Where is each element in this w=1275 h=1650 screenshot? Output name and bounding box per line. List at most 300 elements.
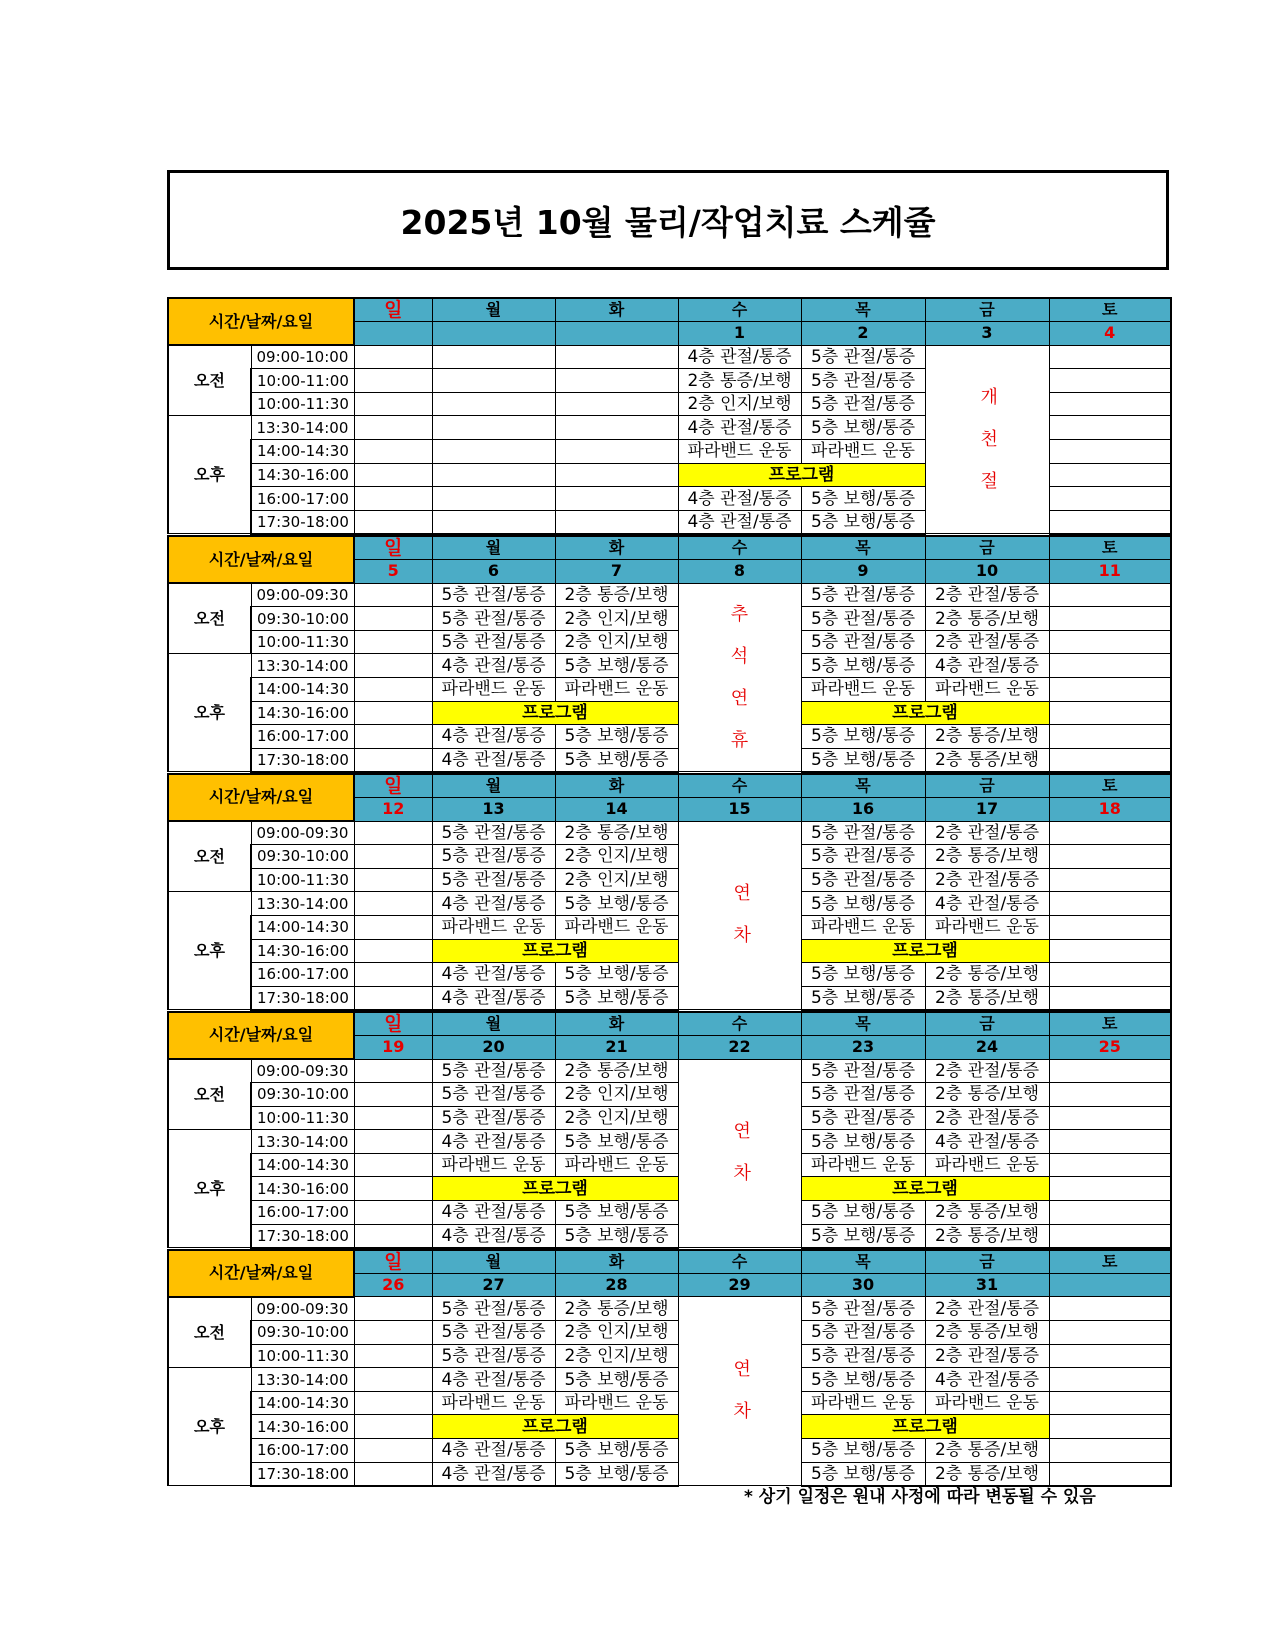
- cell-sun: [354, 1177, 432, 1201]
- cell-mon: 5층 관절/통증: [432, 607, 555, 631]
- header-label: 시간/날짜/요일: [168, 298, 354, 345]
- cell-sun: [354, 510, 432, 534]
- cell-thu: 파라밴드 운동: [801, 678, 925, 702]
- cell-sun: [354, 416, 432, 440]
- cell-thu: 5층 관절/통증: [801, 369, 925, 393]
- cell-fri: 2층 관절/통증: [925, 1059, 1049, 1083]
- cell-thu: 파라밴드 운동: [801, 915, 925, 939]
- cell-mon: [432, 463, 555, 487]
- holiday-cell: 연 차: [678, 1059, 801, 1248]
- time-slot: 14:30-16:00: [251, 1415, 354, 1439]
- program-cell: 프로그램: [432, 1177, 678, 1201]
- cell-thu: 5층 보행/통증: [801, 1462, 925, 1486]
- cell-sat: [1049, 630, 1171, 654]
- cell-sun: [354, 1297, 432, 1321]
- cell-fri: 2층 관절/통증: [925, 1297, 1049, 1321]
- time-slot: 17:30-18:00: [251, 748, 354, 772]
- date-sun: [354, 322, 432, 346]
- cell-mon: 파라밴드 운동: [432, 915, 555, 939]
- time-slot: 09:30-10:00: [251, 607, 354, 631]
- time-slot: 14:00-14:30: [251, 678, 354, 702]
- day-tue: 화: [555, 1250, 678, 1274]
- time-slot: 14:30-16:00: [251, 463, 354, 487]
- cell-mon: 5층 관절/통증: [432, 1059, 555, 1083]
- time-slot: 10:00-11:00: [251, 369, 354, 393]
- day-thu: 목: [801, 298, 925, 322]
- date-tue: 21: [555, 1035, 678, 1059]
- time-slot: 13:30-14:00: [251, 892, 354, 916]
- cell-tue: [555, 369, 678, 393]
- cell-tue: 2층 인지/보행: [555, 1106, 678, 1130]
- day-wed: 수: [678, 774, 801, 798]
- holiday-cell: 개 천 절: [925, 345, 1049, 534]
- cell-thu: 5층 관절/통증: [801, 1083, 925, 1107]
- cell-mon: 4층 관절/통증: [432, 1368, 555, 1392]
- cell-mon: 5층 관절/통증: [432, 868, 555, 892]
- day-tue: 화: [555, 536, 678, 560]
- cell-tue: 2층 인지/보행: [555, 630, 678, 654]
- cell-sun: [354, 607, 432, 631]
- cell-fri: 2층 관절/통증: [925, 821, 1049, 845]
- cell-sat: [1049, 1059, 1171, 1083]
- time-slot: 13:30-14:00: [251, 416, 354, 440]
- cell-thu: 5층 보행/통증: [801, 963, 925, 987]
- cell-mon: 4층 관절/통증: [432, 986, 555, 1010]
- date-wed: 29: [678, 1273, 801, 1297]
- cell-sat: [1049, 1344, 1171, 1368]
- cell-sat: [1049, 369, 1171, 393]
- cell-wed: 4층 관절/통증: [678, 487, 801, 511]
- cell-mon: 파라밴드 운동: [432, 1391, 555, 1415]
- cell-tue: 파라밴드 운동: [555, 1153, 678, 1177]
- time-slot: 16:00-17:00: [251, 1201, 354, 1225]
- day-sun: 일: [354, 1250, 432, 1274]
- date-sat: 18: [1049, 797, 1171, 821]
- cell-thu: 파라밴드 운동: [801, 440, 925, 464]
- cell-thu: 파라밴드 운동: [801, 1391, 925, 1415]
- day-sat: 토: [1049, 774, 1171, 798]
- cell-thu: 5층 관절/통증: [801, 1059, 925, 1083]
- cell-tue: [555, 487, 678, 511]
- cell-tue: [555, 345, 678, 369]
- cell-fri: 4층 관절/통증: [925, 1130, 1049, 1154]
- cell-tue: 2층 인지/보행: [555, 607, 678, 631]
- cell-sat: [1049, 345, 1171, 369]
- cell-tue: 2층 통증/보행: [555, 1059, 678, 1083]
- day-fri: 금: [925, 298, 1049, 322]
- cell-mon: [432, 392, 555, 416]
- cell-sat: [1049, 939, 1171, 963]
- am-label: 오전: [168, 1059, 251, 1130]
- day-mon: 월: [432, 1250, 555, 1274]
- cell-thu: 5층 보행/통증: [801, 892, 925, 916]
- cell-fri: 2층 통증/보행: [925, 986, 1049, 1010]
- time-slot: 09:00-09:30: [251, 1297, 354, 1321]
- pm-label: 오후: [168, 892, 251, 1010]
- cell-fri: 2층 관절/통증: [925, 630, 1049, 654]
- cell-sat: [1049, 678, 1171, 702]
- cell-sat: [1049, 986, 1171, 1010]
- cell-thu: 5층 관절/통증: [801, 1321, 925, 1345]
- cell-thu: 5층 관절/통증: [801, 392, 925, 416]
- cell-fri: 2층 통증/보행: [925, 748, 1049, 772]
- day-sun: 일: [354, 536, 432, 560]
- time-slot: 09:00-09:30: [251, 1059, 354, 1083]
- cell-sun: [354, 1130, 432, 1154]
- date-thu: 2: [801, 322, 925, 346]
- date-wed: 1: [678, 322, 801, 346]
- cell-sat: [1049, 845, 1171, 869]
- cell-fri: 4층 관절/통증: [925, 892, 1049, 916]
- cell-sun: [354, 1415, 432, 1439]
- cell-sun: [354, 986, 432, 1010]
- cell-fri: 2층 통증/보행: [925, 963, 1049, 987]
- cell-sat: [1049, 1130, 1171, 1154]
- program-cell: 프로그램: [801, 1415, 1049, 1439]
- cell-thu: 5층 관절/통증: [801, 583, 925, 607]
- day-mon: 월: [432, 774, 555, 798]
- day-sat: 토: [1049, 298, 1171, 322]
- cell-sat: [1049, 1153, 1171, 1177]
- cell-sun: [354, 1462, 432, 1486]
- cell-tue: 5층 보행/통증: [555, 725, 678, 749]
- cell-sat: [1049, 1177, 1171, 1201]
- page-title: 2025년 10월 물리/작업치료 스케쥴: [400, 202, 936, 242]
- cell-sun: [354, 845, 432, 869]
- cell-sat: [1049, 1224, 1171, 1248]
- date-tue: 7: [555, 560, 678, 584]
- cell-mon: [432, 440, 555, 464]
- date-mon: 27: [432, 1273, 555, 1297]
- cell-thu: 5층 관절/통증: [801, 845, 925, 869]
- cell-sun: [354, 892, 432, 916]
- cell-sun: [354, 369, 432, 393]
- time-slot: 13:30-14:00: [251, 1368, 354, 1392]
- cell-fri: 2층 통증/보행: [925, 1439, 1049, 1463]
- cell-thu: 5층 보행/통증: [801, 1368, 925, 1392]
- cell-mon: 4층 관절/통증: [432, 748, 555, 772]
- header-label: 시간/날짜/요일: [168, 536, 354, 583]
- cell-tue: [555, 392, 678, 416]
- date-mon: 6: [432, 560, 555, 584]
- cell-mon: 4층 관절/통증: [432, 1439, 555, 1463]
- date-thu: 16: [801, 797, 925, 821]
- cell-mon: 파라밴드 운동: [432, 1153, 555, 1177]
- cell-sun: [354, 1083, 432, 1107]
- day-tue: 화: [555, 298, 678, 322]
- week5-table: [167, 1249, 1172, 1487]
- cell-sun: [354, 1368, 432, 1392]
- time-slot: 17:30-18:00: [251, 1462, 354, 1486]
- cell-thu: 5층 관절/통증: [801, 868, 925, 892]
- later-weeks: [167, 535, 1170, 1487]
- cell-sat: [1049, 892, 1171, 916]
- day-fri: 금: [925, 774, 1049, 798]
- date-mon: [432, 322, 555, 346]
- cell-tue: 파라밴드 운동: [555, 1391, 678, 1415]
- cell-thu: 5층 관절/통증: [801, 607, 925, 631]
- cell-wed: 4층 관절/통증: [678, 345, 801, 369]
- cell-tue: 5층 보행/통증: [555, 986, 678, 1010]
- time-slot: 17:30-18:00: [251, 510, 354, 534]
- cell-mon: [432, 510, 555, 534]
- time-slot: 14:00-14:30: [251, 440, 354, 464]
- cell-sun: [354, 1153, 432, 1177]
- time-slot: 10:00-11:30: [251, 1106, 354, 1130]
- day-wed: 수: [678, 1012, 801, 1036]
- cell-thu: 5층 보행/통증: [801, 986, 925, 1010]
- date-thu: 30: [801, 1273, 925, 1297]
- cell-fri: 파라밴드 운동: [925, 678, 1049, 702]
- time-slot: 13:30-14:00: [251, 1130, 354, 1154]
- date-sun: 12: [354, 797, 432, 821]
- date-wed: 22: [678, 1035, 801, 1059]
- cell-tue: 5층 보행/통증: [555, 654, 678, 678]
- cell-tue: 2층 인지/보행: [555, 1083, 678, 1107]
- time-slot: 16:00-17:00: [251, 725, 354, 749]
- day-sun: 일: [354, 1012, 432, 1036]
- cell-tue: 5층 보행/통증: [555, 1462, 678, 1486]
- holiday-cell: 추 석 연 휴: [678, 583, 801, 772]
- cell-sat: [1049, 1321, 1171, 1345]
- cell-sat: [1049, 701, 1171, 725]
- cell-wed: 4층 관절/통증: [678, 510, 801, 534]
- cell-sat: [1049, 463, 1171, 487]
- time-slot: 10:00-11:30: [251, 392, 354, 416]
- cell-tue: 파라밴드 운동: [555, 678, 678, 702]
- day-wed: 수: [678, 1250, 801, 1274]
- cell-fri: 2층 관절/통증: [925, 1106, 1049, 1130]
- day-sat: 토: [1049, 1012, 1171, 1036]
- day-thu: 목: [801, 774, 925, 798]
- cell-fri: 4층 관절/통증: [925, 654, 1049, 678]
- header-label: 시간/날짜/요일: [168, 1250, 354, 1297]
- cell-mon: 5층 관절/통증: [432, 1344, 555, 1368]
- time-slot: 10:00-11:30: [251, 868, 354, 892]
- cell-thu: 5층 보행/통증: [801, 416, 925, 440]
- cell-mon: 파라밴드 운동: [432, 678, 555, 702]
- cell-fri: 2층 통증/보행: [925, 1321, 1049, 1345]
- cell-fri: 2층 통증/보행: [925, 607, 1049, 631]
- program-cell: 프로그램: [432, 939, 678, 963]
- cell-sat: [1049, 583, 1171, 607]
- time-slot: 09:30-10:00: [251, 845, 354, 869]
- cell-sun: [354, 392, 432, 416]
- date-mon: 13: [432, 797, 555, 821]
- cell-sat: [1049, 915, 1171, 939]
- cell-sun: [354, 487, 432, 511]
- cell-thu: 5층 보행/통증: [801, 1439, 925, 1463]
- cell-sun: [354, 821, 432, 845]
- cell-mon: 4층 관절/통증: [432, 1224, 555, 1248]
- day-thu: 목: [801, 1012, 925, 1036]
- cell-sun: [354, 1059, 432, 1083]
- cell-sun: [354, 1321, 432, 1345]
- program-cell: 프로그램: [801, 939, 1049, 963]
- time-slot: 14:00-14:30: [251, 1391, 354, 1415]
- cell-sun: [354, 440, 432, 464]
- cell-sat: [1049, 607, 1171, 631]
- day-sun: 일: [354, 298, 432, 322]
- date-sat: 4: [1049, 322, 1171, 346]
- date-tue: 28: [555, 1273, 678, 1297]
- cell-thu: 5층 보행/통증: [801, 654, 925, 678]
- time-slot: 09:00-10:00: [251, 345, 354, 369]
- cell-sat: [1049, 1201, 1171, 1225]
- cell-tue: [555, 416, 678, 440]
- cell-tue: 2층 인지/보행: [555, 1344, 678, 1368]
- cell-mon: 5층 관절/통증: [432, 845, 555, 869]
- cell-sat: [1049, 1391, 1171, 1415]
- time-slot: 16:00-17:00: [251, 963, 354, 987]
- cell-sat: [1049, 725, 1171, 749]
- date-sun: 19: [354, 1035, 432, 1059]
- program-cell: 프로그램: [432, 701, 678, 725]
- cell-tue: [555, 440, 678, 464]
- footnote: * 상기 일정은 원내 사정에 따라 변동될 수 있음: [744, 1487, 1096, 1507]
- cell-tue: 5층 보행/통증: [555, 1130, 678, 1154]
- cell-tue: 5층 보행/통증: [555, 963, 678, 987]
- day-tue: 화: [555, 1012, 678, 1036]
- week3-table: [167, 773, 1172, 1011]
- cell-thu: 5층 보행/통증: [801, 725, 925, 749]
- cell-mon: 5층 관절/통증: [432, 821, 555, 845]
- cell-mon: 5층 관절/통증: [432, 630, 555, 654]
- time-slot: 14:00-14:30: [251, 915, 354, 939]
- cell-tue: 5층 보행/통증: [555, 1439, 678, 1463]
- cell-mon: 4층 관절/통증: [432, 963, 555, 987]
- holiday-cell: 연 차: [678, 1297, 801, 1486]
- cell-tue: [555, 463, 678, 487]
- date-tue: [555, 322, 678, 346]
- date-mon: 20: [432, 1035, 555, 1059]
- cell-mon: [432, 369, 555, 393]
- cell-sun: [354, 725, 432, 749]
- cell-mon: 4층 관절/통증: [432, 725, 555, 749]
- cell-mon: 5층 관절/통증: [432, 583, 555, 607]
- time-slot: 16:00-17:00: [251, 1439, 354, 1463]
- date-fri: 17: [925, 797, 1049, 821]
- am-label: 오전: [168, 583, 251, 654]
- date-fri: 10: [925, 560, 1049, 584]
- cell-mon: [432, 416, 555, 440]
- cell-mon: 5층 관절/통증: [432, 1321, 555, 1345]
- date-tue: 14: [555, 797, 678, 821]
- cell-thu: 5층 관절/통증: [801, 630, 925, 654]
- time-slot: 09:30-10:00: [251, 1083, 354, 1107]
- cell-sun: [354, 868, 432, 892]
- cell-sat: [1049, 392, 1171, 416]
- cell-sun: [354, 1344, 432, 1368]
- day-mon: 월: [432, 536, 555, 560]
- pm-label: 오후: [168, 1368, 251, 1486]
- cell-fri: 2층 통증/보행: [925, 845, 1049, 869]
- day-thu: 목: [801, 1250, 925, 1274]
- day-thu: 목: [801, 536, 925, 560]
- pm-label: 오후: [168, 654, 251, 772]
- time-slot: 14:30-16:00: [251, 701, 354, 725]
- cell-sun: [354, 1106, 432, 1130]
- cell-fri: 2층 관절/통증: [925, 583, 1049, 607]
- time-slot: 09:00-09:30: [251, 583, 354, 607]
- date-thu: 9: [801, 560, 925, 584]
- cell-tue: 2층 인지/보행: [555, 868, 678, 892]
- cell-sun: [354, 630, 432, 654]
- cell-fri: 2층 통증/보행: [925, 1201, 1049, 1225]
- date-fri: 31: [925, 1273, 1049, 1297]
- time-slot: 16:00-17:00: [251, 487, 354, 511]
- cell-sun: [354, 939, 432, 963]
- day-wed: 수: [678, 536, 801, 560]
- cell-mon: [432, 487, 555, 511]
- cell-fri: 2층 통증/보행: [925, 1462, 1049, 1486]
- cell-fri: 2층 통증/보행: [925, 1224, 1049, 1248]
- cell-thu: 5층 관절/통증: [801, 1106, 925, 1130]
- cell-thu: 5층 관절/통증: [801, 345, 925, 369]
- program-cell: 프로그램: [801, 1177, 1049, 1201]
- cell-sat: [1049, 1439, 1171, 1463]
- date-sun: 26: [354, 1273, 432, 1297]
- cell-mon: 4층 관절/통증: [432, 1130, 555, 1154]
- cell-wed: 2층 통증/보행: [678, 369, 801, 393]
- day-sat: 토: [1049, 536, 1171, 560]
- date-sun: 5: [354, 560, 432, 584]
- cell-sat: [1049, 654, 1171, 678]
- time-slot: 17:30-18:00: [251, 986, 354, 1010]
- day-fri: 금: [925, 536, 1049, 560]
- schedule: [167, 297, 1170, 1487]
- cell-sun: [354, 345, 432, 369]
- cell-thu: 5층 보행/통증: [801, 1130, 925, 1154]
- cell-sun: [354, 678, 432, 702]
- title-box: [167, 170, 1169, 270]
- am-label: 오전: [168, 1297, 251, 1368]
- cell-sun: [354, 701, 432, 725]
- cell-fri: 4층 관절/통증: [925, 1368, 1049, 1392]
- time-slot: 09:30-10:00: [251, 1321, 354, 1345]
- cell-sun: [354, 654, 432, 678]
- date-sat: 11: [1049, 560, 1171, 584]
- date-fri: 24: [925, 1035, 1049, 1059]
- cell-sat: [1049, 821, 1171, 845]
- cell-tue: 2층 통증/보행: [555, 1297, 678, 1321]
- time-slot: 10:00-11:30: [251, 630, 354, 654]
- week2-table: [167, 535, 1172, 773]
- day-mon: 월: [432, 298, 555, 322]
- cell-wed: 4층 관절/통증: [678, 416, 801, 440]
- time-slot: 14:30-16:00: [251, 1177, 354, 1201]
- cell-sun: [354, 1391, 432, 1415]
- day-sun: 일: [354, 774, 432, 798]
- program-cell: 프로그램: [678, 463, 925, 487]
- date-fri: 3: [925, 322, 1049, 346]
- cell-sun: [354, 463, 432, 487]
- cell-sat: [1049, 416, 1171, 440]
- cell-fri: 2층 통증/보행: [925, 725, 1049, 749]
- cell-mon: 5층 관절/통증: [432, 1297, 555, 1321]
- cell-mon: 4층 관절/통증: [432, 654, 555, 678]
- cell-sat: [1049, 487, 1171, 511]
- cell-sat: [1049, 868, 1171, 892]
- cell-sat: [1049, 1368, 1171, 1392]
- cell-wed: 파라밴드 운동: [678, 440, 801, 464]
- header-label: 시간/날짜/요일: [168, 774, 354, 821]
- am-label: 오전: [168, 345, 251, 416]
- cell-fri: 2층 관절/통증: [925, 868, 1049, 892]
- cell-tue: 2층 인지/보행: [555, 1321, 678, 1345]
- cell-sat: [1049, 1415, 1171, 1439]
- cell-sun: [354, 1201, 432, 1225]
